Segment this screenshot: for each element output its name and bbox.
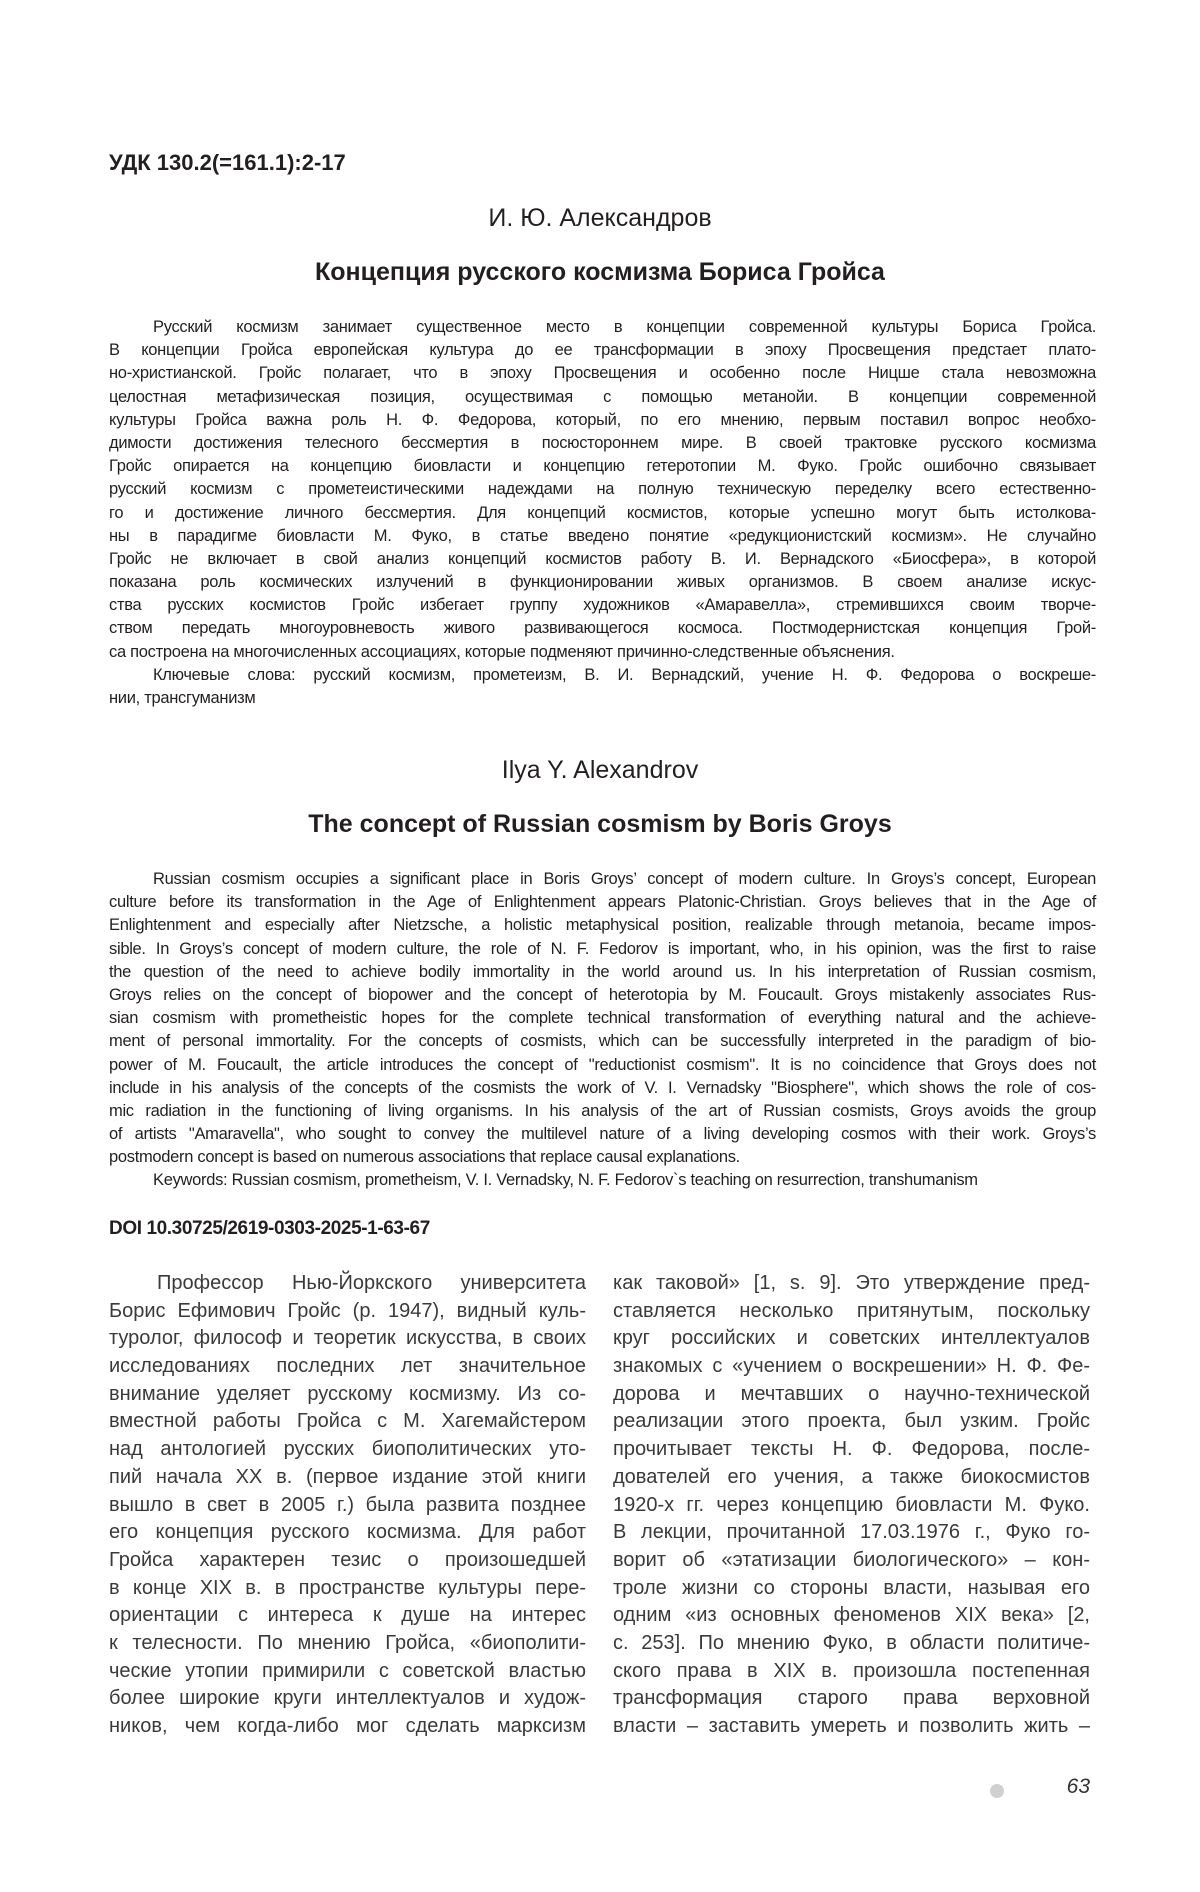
body-line: ставляется несколько притянутым, поскольку bbox=[613, 1299, 1090, 1322]
abstract-line: культуры Гройса важна роль Н. Ф. Федорова, который, по его мнению, первым поставил вопрос необхо- bbox=[109, 410, 1096, 429]
page-number: 63 bbox=[1066, 1775, 1090, 1798]
body-line: пий начала XX в. (первое издание этой книги bbox=[109, 1465, 586, 1488]
abstract-line: ства русских космистов Гройс избегает группу художников «Амаравелла», стремившихся своим творче- bbox=[109, 596, 1096, 615]
body-line: знакомых с «учением о воскрешении» Н. Ф. Фе- bbox=[613, 1355, 1090, 1378]
abstract-line: power of M. Foucault, the article introduces the concept of "reductionist cosmism". It is no coincidence that Groys does not bbox=[109, 1055, 1096, 1074]
abstract-line: Groys relies on the concept of biopower and the concept of heterotopia by M. Foucault. Groys mistakenly associates Rus- bbox=[109, 985, 1096, 1004]
abstract-line: the question of the need to achieve bodily immortality in the world around us. In his interpretation of Russian cosmism, bbox=[109, 962, 1096, 981]
abstract-line: Гройс не включает в свой анализ концепций космистов работу В. И. Вернадского «Биосфера», в которой bbox=[109, 549, 1096, 568]
abstract-line: ment of personal immortality. For the concepts of cosmists, which can be successfully interpreted in the paradigm of bio- bbox=[109, 1032, 1096, 1051]
body-column-left bbox=[109, 1270, 586, 1741]
body-line: исследованиях последних лет значительное bbox=[109, 1355, 586, 1378]
keywords-line: Ключевые слова: русский космизм, прометеизм, В. И. Вернадский, учение Н. Ф. Федорова о воскреше- bbox=[153, 665, 1096, 684]
abstract-line: показана роль космических излучений в функционировании живых организмов. В своем анализе искус- bbox=[109, 573, 1096, 592]
abstract-line: sian cosmism with prometheistic hopes for the complete technical transformation of everything natural and the achieve- bbox=[109, 1009, 1096, 1028]
body-line: ориентации с интереса к душе на интерес bbox=[109, 1604, 586, 1627]
body-line: ников, чем когда-либо мог сделать марксизм bbox=[109, 1715, 586, 1737]
abstract-line: postmodern concept is based on numerous associations that replace causal explanations. bbox=[109, 1148, 740, 1167]
body-line: Борис Ефимович Гройс (р. 1947), видный куль- bbox=[109, 1299, 586, 1322]
abstract-line: of artists "Amaravella", who sought to convey the multilevel nature of a living developing cosmos with their work. Groys’s bbox=[109, 1125, 1096, 1144]
body-line: троле жизни со стороны власти, называя его bbox=[613, 1576, 1090, 1599]
abstract-line: целостная метафизическая позиция, осуществимая с помощью метанойи. В концепции современной bbox=[109, 387, 1096, 406]
body-line: с. 253]. По мнению Фуко, в области политиче- bbox=[613, 1631, 1090, 1654]
keywords-line: Keywords: Russian cosmism, prometheism, V. I. Vernadsky, N. F. Fedorov`s teaching on resurrection, transhumanism bbox=[153, 1171, 978, 1190]
body-line: Профессор Нью-Йоркского университета bbox=[157, 1272, 586, 1294]
body-line: над антологией русских биополитических уто- bbox=[109, 1438, 586, 1461]
abstract-line: Русский космизм занимает существенное место в концепции современной культуры Бориса Гройса. bbox=[153, 318, 1096, 336]
title-ru: Концепция русского космизма Бориса Гройса bbox=[315, 258, 885, 286]
author-en: Ilya Y. Alexandrov bbox=[501, 756, 699, 784]
abstract-line: русский космизм с прометеистическими надеждами на полную техническую переделку всего естественно- bbox=[109, 480, 1096, 499]
body-line: ческие утопии примирили с советской властью bbox=[109, 1659, 586, 1682]
author-ru: И. Ю. Александров bbox=[488, 204, 712, 232]
body-line: 1920-х гг. через концепцию биовласти М. Фуко. bbox=[613, 1493, 1090, 1516]
abstract-line: но-христианской. Гройс полагает, что в эпоху Просвещения и особенно после Ницше стала невозможна bbox=[109, 364, 1096, 383]
abstract-line: include in his analysis of the concepts of the cosmists the work of V. I. Vernadsky "Biosphere", which shows the role of cos- bbox=[109, 1078, 1096, 1097]
keywords-line: нии, трансгуманизм bbox=[109, 689, 256, 707]
body-line: трансформация старого права верховной bbox=[613, 1687, 1090, 1710]
abstract-ru bbox=[109, 316, 1096, 710]
abstract-en bbox=[109, 868, 1096, 1193]
page-marker-dot bbox=[990, 1784, 1004, 1798]
title-en: The concept of Russian cosmism by Boris Groys bbox=[308, 810, 892, 838]
body-line: вышло в свет в 2005 г.) была развита позднее bbox=[109, 1493, 586, 1516]
body-line: как таковой» [1, s. 9]. Это утверждение пред- bbox=[613, 1272, 1090, 1294]
body-line: ворит об «этатизации биологического» – кон- bbox=[613, 1548, 1090, 1571]
body-line: вместной работы Гройса с М. Хагемайстером bbox=[109, 1410, 586, 1433]
body-line: Гройса характерен тезис о произошедшей bbox=[109, 1548, 586, 1571]
abstract-line: димости достижения телесного бессмертия в посюстороннем мире. В своей трактовке русского космизма bbox=[109, 433, 1096, 452]
abstract-line: Гройс опирается на концепцию биовласти и концепцию гетеротопии М. Фуко. Гройс ошибочно связывает bbox=[109, 457, 1096, 476]
body-line: его концепция русского космизма. Для работ bbox=[109, 1521, 586, 1544]
body-line: туролог, философ и теоретик искусства, в своих bbox=[109, 1327, 586, 1350]
udk-code: УДК 130.2(=161.1):2-17 bbox=[109, 150, 346, 175]
body-line: круг российских и советских интеллектуалов bbox=[613, 1327, 1090, 1350]
body-line: дователей его учения, а также биокосмистов bbox=[613, 1465, 1090, 1488]
abstract-line: го и достижение личного бессмертия. Для концепций космистов, которые успешно могут быть истолкова- bbox=[109, 503, 1096, 522]
abstract-line: ны в парадигме биовласти М. Фуко, в статье введено понятие «редукционистский космизм». Не случайно bbox=[109, 526, 1096, 545]
body-line: прочитывает тексты Н. Ф. Федорова, после- bbox=[613, 1438, 1090, 1461]
body-line: к телесности. По мнению Гройса, «биополити- bbox=[109, 1631, 586, 1654]
abstract-line: са построена на многочисленных ассоциациях, которые подменяют причинно-следственные объяснения. bbox=[109, 642, 895, 661]
body-line: дорова и мечтавших о научно-технической bbox=[613, 1382, 1090, 1405]
body-line: власти – заставить умереть и позволить жить – bbox=[613, 1715, 1090, 1737]
body-line: В лекции, прочитанной 17.03.1976 г., Фуко го- bbox=[613, 1521, 1090, 1544]
body-line: реализации этого проекта, был узким. Гройс bbox=[613, 1410, 1090, 1433]
body-line: одним «из основных феноменов XIX века» [2, bbox=[613, 1604, 1090, 1627]
abstract-line: mic radiation in the functioning of living organisms. In his analysis of the art of Russian cosmists, Groys avoids the group bbox=[109, 1101, 1096, 1120]
body-line: ского права в XIX в. произошла постепенная bbox=[613, 1659, 1090, 1682]
abstract-line: В концепции Гройса европейская культура до ее трансформации в эпоху Просвещения предстает плато- bbox=[109, 341, 1096, 360]
body-line: в конце XIX в. в пространстве культуры пере- bbox=[109, 1576, 586, 1599]
abstract-line: sible. In Groys’s concept of modern culture, the role of N. F. Fedorov is important, who, in his opinion, was the first to raise bbox=[109, 939, 1096, 958]
abstract-line: Enlightenment and especially after Nietzsche, a holistic metaphysical position, realizable through metanoia, became impos- bbox=[109, 916, 1096, 935]
body-line: внимание уделяет русскому космизму. Из со- bbox=[109, 1382, 586, 1405]
abstract-line: culture before its transformation in the Age of Enlightenment appears Platonic-Christian. Groys believes that in the Age of bbox=[109, 893, 1096, 912]
abstract-line: ством передать многоуровневость живого развивающегося космоса. Постмодернистская концепция Грой- bbox=[109, 619, 1096, 638]
body-line: более широкие круги интеллектуалов и худож- bbox=[109, 1687, 586, 1710]
body-column-right bbox=[613, 1270, 1090, 1741]
abstract-line: Russian cosmism occupies a significant place in Boris Groys’ concept of modern culture. In Groys’s concept, European bbox=[153, 870, 1096, 888]
doi: DOI 10.30725/2619-0303-2025-1-63-67 bbox=[109, 1218, 430, 1239]
